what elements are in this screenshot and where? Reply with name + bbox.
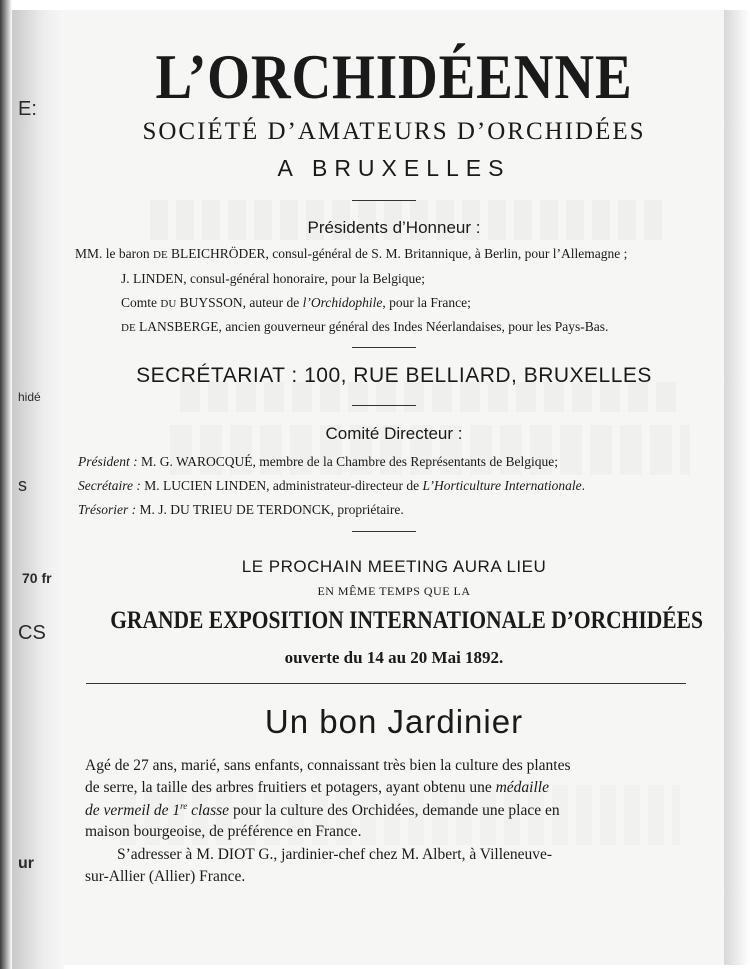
ad-text: de serre, la taille des arbres fruitiers et potagers, ayant obtenu une — [85, 779, 496, 796]
honor-prefix: MM. le baron — [75, 246, 153, 261]
margin-fragment: E: — [18, 98, 37, 120]
honor-publication: l’Orchidophile — [302, 295, 383, 310]
section-divider — [86, 683, 686, 684]
margin-fragment: ur — [18, 855, 34, 872]
secretariat-address: SECRÉTARIAT : 100, RUE BELLIARD, BRUXELLES — [136, 364, 652, 387]
honor-description: consul-général de S. M. Britannique, à Berlin, pour l’Allemagne ; — [268, 246, 628, 261]
margin-fragment: CS — [18, 622, 46, 644]
honor-line — [121, 271, 425, 287]
honor-line — [121, 319, 608, 335]
ad-text: maison bourgeoise, de préférence en France. — [85, 823, 362, 840]
committee-member — [78, 478, 585, 494]
honor-name: LANSBERGE, — [135, 319, 222, 334]
committee-description: administrateur-directeur de — [269, 478, 423, 493]
honor-line — [75, 246, 627, 262]
meeting-subline: EN MÊME TEMPS QUE LA — [317, 584, 471, 598]
honor-heading: Présidents d’Honneur : — [307, 218, 481, 237]
honor-description: consul-général honoraire, pour la Belgique; — [186, 271, 426, 286]
margin-fragment: s — [18, 475, 27, 495]
committee-publication: L’Horticulture Internationale — [422, 478, 582, 493]
page-title: L’ORCHIDÉENNE — [155, 41, 633, 112]
exhibition-title: GRANDE EXPOSITION INTERNATIONALE D’ORCHIDÉES — [110, 607, 703, 634]
honor-description: auteur de — [246, 295, 303, 310]
society-subtitle: SOCIÉTÉ D’AMATEURS D’ORCHIDÉES — [142, 118, 646, 145]
ad-text: Agé de 27 ans, marié, sans enfants, connaissant très bien la culture des plantes — [85, 757, 571, 774]
divider — [352, 531, 416, 532]
ad-line — [85, 757, 571, 775]
committee-role: Secrétaire : — [78, 478, 141, 493]
ad-contact: S’adresser à M. DIOT G., jardinier-chef chez M. Albert, à Villeneuve- — [117, 846, 553, 863]
committee-role: Trésorier : — [78, 502, 137, 517]
ad-text-italic: de vermeil de 1 — [85, 802, 181, 820]
ad-text: pour la culture des Orchidées, demande une place en — [229, 802, 560, 820]
divider — [352, 347, 416, 348]
honor-name: BLEICHRÖDER, — [167, 246, 269, 261]
honor-prefix: Comte — [121, 295, 161, 310]
committee-name: M. J. DU TRIEU DE TERDONCK, — [136, 502, 335, 517]
committee-member — [78, 502, 404, 518]
ad-text-italic: classe — [187, 802, 230, 820]
ad-superscript: re — [180, 801, 188, 811]
divider — [352, 405, 416, 406]
committee-member — [78, 454, 558, 470]
divider — [352, 200, 416, 201]
margin-fragment: 70 fr — [22, 570, 52, 586]
margin-fragment: hidé — [18, 390, 41, 404]
honor-description: , pour la France; — [382, 295, 471, 310]
committee-description: membre de la Chambre des Représentants de Belgique; — [255, 454, 559, 469]
city-line: A BRUXELLES — [277, 155, 511, 181]
committee-description: propriétaire. — [334, 502, 404, 517]
honor-particle: DE — [153, 249, 168, 261]
committee-role: Président : — [78, 454, 138, 469]
meeting-announcement: LE PROCHAIN MEETING AURA LIEU — [241, 557, 547, 576]
ad-line — [85, 823, 361, 841]
honor-name: J. LINDEN, — [121, 271, 187, 286]
binding-shadow — [0, 0, 12, 969]
honor-description: ancien gouverneur général des Indes Néerlandaises, pour les Pays-Bas. — [221, 319, 609, 334]
honor-particle: DU — [160, 298, 177, 310]
committee-name: M. LUCIEN LINDEN, — [140, 478, 270, 493]
page-edge-shadow — [724, 10, 750, 965]
ad-line — [117, 846, 552, 864]
ad-contact: sur-Allier (Allier) France. — [85, 868, 246, 885]
ad-line — [85, 801, 560, 820]
exhibition-dates: ouverte du 14 au 20 Mai 1892. — [284, 648, 504, 667]
committee-name: M. G. WAROCQUÉ, — [137, 454, 256, 469]
honor-particle: DE — [121, 322, 136, 334]
ad-line — [85, 779, 549, 797]
honor-name: BUYSSON, — [176, 295, 247, 310]
ad-text-italic: médaille — [495, 779, 549, 796]
ad-title: Un bon Jardinier — [264, 703, 524, 740]
honor-line — [121, 295, 471, 311]
ad-line — [85, 868, 245, 886]
committee-description: . — [581, 478, 585, 493]
committee-heading: Comité Directeur : — [325, 424, 463, 443]
